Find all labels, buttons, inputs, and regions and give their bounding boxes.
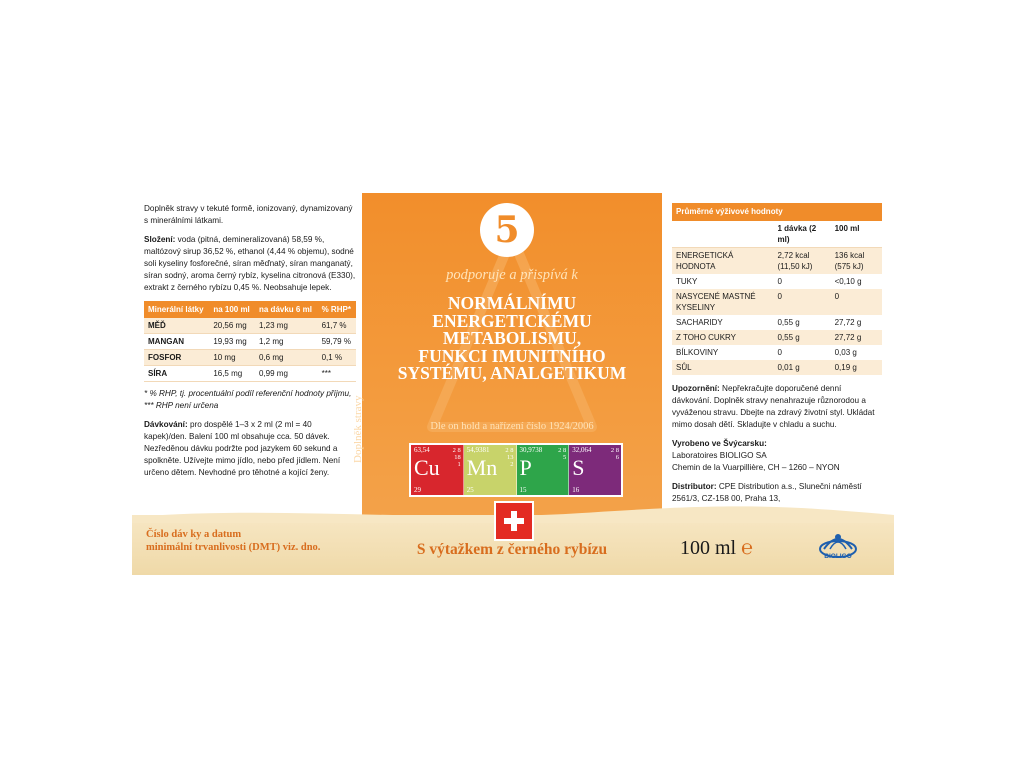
lot-info (146, 528, 320, 554)
mineral-name: FOSFOR (144, 350, 209, 366)
manufacturer (672, 438, 882, 474)
distributor-label: Distributor: (672, 482, 717, 491)
logo-text: BIOLIGO (824, 553, 852, 560)
table-row (144, 366, 356, 382)
mineral-value: *** (318, 366, 356, 382)
swiss-flag-icon (494, 501, 534, 541)
volume (680, 537, 753, 560)
center-panel (352, 193, 662, 525)
minerals-header: na dávku 6 ml (255, 301, 318, 318)
warning-label: Upozornění: (672, 384, 720, 393)
nutrient-value: 0,03 g (834, 348, 857, 357)
element-mass: 30,9738 (519, 446, 543, 454)
bioligo-logo (818, 529, 858, 565)
e-mark: ℮ (741, 537, 754, 559)
table-row (672, 289, 882, 315)
nutrition-header-row (672, 221, 882, 248)
element-shells: 2 8 6 (610, 447, 619, 461)
manufacturer-address: Chemin de la Vuarpillière, CH – 1260 – NYON (672, 463, 840, 472)
nutrient-name: Z TOHO CUKRY (672, 330, 773, 345)
nutrition-header: 100 ml (831, 221, 882, 248)
nutrient-value: 0 (773, 289, 830, 315)
table-row (144, 350, 356, 366)
table-row (144, 318, 356, 334)
headline-line: FUNKCI IMUNITNÍHO (418, 345, 606, 366)
nutrient-value: 0 (831, 289, 882, 315)
dosage-text: pro dospělé 1–3 x 2 ml (2 ml = 40 kapek)/den. Balení 100 ml obsahuje cca. 50 dávek. Nezředěnou dávku podržte pod jazykem 60 sekund a spolkněte. Užívejte mimo jídlo, nebo před jídlem. Není určeno dětem. Nevhodné pro těhotné a kojící ženy. (144, 420, 341, 477)
nutrition-table (672, 203, 882, 375)
nutrient-value: 0 (777, 348, 782, 357)
regulation-text: Dle on hold a nařízení číslo 1924/2006 (430, 421, 594, 432)
nutrient-name: ENERGETICKÁ HODNOTA (672, 248, 773, 275)
minerals-table (144, 301, 356, 382)
nutrition-title-row (672, 203, 882, 221)
nutrient-value: 0,19 g (831, 360, 882, 375)
mineral-value: 61,7 % (318, 318, 356, 334)
element-shells: 2 8 5 (558, 447, 567, 461)
headline-line: METABOLISMU, (442, 328, 582, 348)
headline-line: NORMÁLNÍMU (447, 293, 577, 313)
element-symbol: S (572, 455, 585, 480)
nutrient-name: SACHARIDY (676, 318, 723, 327)
table-row (144, 334, 356, 350)
nutrient-name: NASYCENÉ MASTNÉ KYSELINY (672, 289, 773, 315)
nutrient-name: TUKY (676, 277, 698, 286)
element-number: 15 (519, 486, 527, 494)
composition (144, 234, 356, 294)
dosage-label: Dávkování: (144, 420, 188, 429)
nutrient-value: 0,55 g (773, 330, 830, 345)
minerals-header: Minerální látky (144, 301, 209, 318)
nutrient-name: SŮL (672, 360, 773, 375)
element-mass: 63,54 (414, 446, 430, 454)
element-tile-s (569, 445, 621, 495)
table-row (672, 330, 882, 345)
tagline: S výtažkem z černého rybízu (416, 541, 608, 558)
manufacturer-name: Laboratoires BIOLIGO SA (672, 451, 767, 460)
manufacturer-label: Vyrobeno ve Švýcarsku: (672, 439, 767, 448)
element-mass: 32,064 (572, 446, 592, 454)
product-label (132, 193, 894, 575)
number-badge: 5 (480, 203, 534, 257)
lot-line: minimální trvanlivosti (DMT) viz. dno. (146, 542, 321, 553)
table-row (672, 360, 882, 375)
logo-globe-icon (818, 529, 858, 555)
mineral-name: MANGAN (144, 334, 209, 350)
warning (672, 383, 882, 431)
nutrition-header-blank (672, 221, 773, 248)
mineral-name: MĚĎ (144, 318, 209, 334)
nutrient-value: 27,72 g (831, 330, 882, 345)
element-tile-cu (411, 445, 464, 495)
mineral-value: 19,93 mg (209, 334, 255, 350)
distributor-text: CPE Distribution a.s., Slunečni náměstí 2561/3, CZ-158 00, Praha 13, (672, 482, 862, 503)
minerals-header: % RHP* (318, 301, 356, 318)
composition-text: voda (pitná, demineralizovaná) 58,59 %, maltózový sirup 36,52 %, ethanol (4,44 % objemu), sodné soli kyseliny fosforečné, síran měďnatý, síran manganatý, síran sodný, aroma černý rybíz, kyselina citronová (E330), extrakt z černého rybízu 0,45 %. Neobsahuje lepek. (144, 235, 356, 292)
composition-label: Složení: (144, 235, 176, 244)
subtitle: podporuje a přispívá k (446, 267, 578, 283)
element-number: 29 (414, 486, 421, 494)
headline (382, 295, 642, 383)
headline-line: ENERGETICKÉMU (432, 310, 592, 331)
left-column (144, 203, 356, 486)
element-number: 25 (466, 486, 474, 494)
nutrient-value: 0,55 g (777, 318, 800, 327)
table-row (672, 345, 882, 360)
table-row (672, 315, 882, 330)
element-symbol: Cu (414, 455, 440, 480)
right-column (672, 203, 882, 524)
table-row (672, 248, 882, 275)
nutrient-value: 27,72 g (834, 318, 862, 327)
mineral-value: 1,23 mg (255, 318, 318, 334)
headline-line: SYSTÉMU, ANALGETIKUM (397, 363, 627, 383)
warning-text: Nepřekračujte doporučené denní dávkování. Doplněk stravy nenahrazuje různorodou a vyváženou stravu. Dbejte na zdravý životní styl. Ukládat mimo dosah dětí. Skladujte v chladu a suchu. (672, 384, 875, 429)
mineral-value: 0,1 % (318, 350, 356, 366)
nutrient-name: BÍLKOVINY (676, 348, 719, 357)
element-tile-p (517, 445, 570, 495)
mineral-value: 0,99 mg (255, 366, 318, 382)
mineral-value: 59,79 % (318, 334, 356, 350)
dosage (144, 419, 356, 479)
vertical-label: Doplněk stravy (352, 395, 364, 463)
mineral-value: 10 mg (209, 350, 255, 366)
intro-text: Doplněk stravy v tekuté formě, ionizovaný, dynamizovaný s minerálními látkami. (144, 204, 353, 225)
element-symbol: P (519, 455, 532, 480)
nutrient-value: 136 kcal (575 kJ) (831, 248, 882, 275)
minerals-header-row (144, 301, 356, 318)
mineral-value: 0,6 mg (255, 350, 318, 366)
element-symbol: Mn (466, 455, 498, 480)
periodic-elements (409, 443, 623, 497)
mineral-name: SÍRA (144, 366, 209, 382)
mineral-value: 1,2 mg (255, 334, 318, 350)
minerals-header: na 100 ml (209, 301, 255, 318)
mineral-value: 16,5 mg (209, 366, 255, 382)
mineral-value: 20,56 mg (209, 318, 255, 334)
element-number: 16 (572, 486, 580, 494)
nutrient-value: <0,10 g (834, 277, 862, 286)
nutrient-value: 2,72 kcal (11,50 kJ) (773, 248, 830, 275)
element-shells: 2 8 18 1 (452, 447, 461, 468)
nutrition-header: 1 dávka (2 ml) (773, 221, 830, 248)
table-row (672, 274, 882, 289)
footnote: * % RHP, tj. procentuální podíl referenční hodnoty příjmu, *** RHP není určena (144, 389, 352, 410)
element-shells: 2 8 13 2 (505, 447, 514, 468)
distributor (672, 481, 882, 505)
nutrient-value: 0,01 g (773, 360, 830, 375)
lot-line: Číslo dáv ky a datum (146, 529, 242, 540)
element-mass: 54,9381 (466, 446, 490, 454)
nutrient-value: 0 (777, 277, 782, 286)
volume-value: 100 ml (680, 537, 737, 559)
element-tile-mn (464, 445, 517, 495)
nutrition-title: Průměrné výživové hodnoty (672, 203, 882, 221)
